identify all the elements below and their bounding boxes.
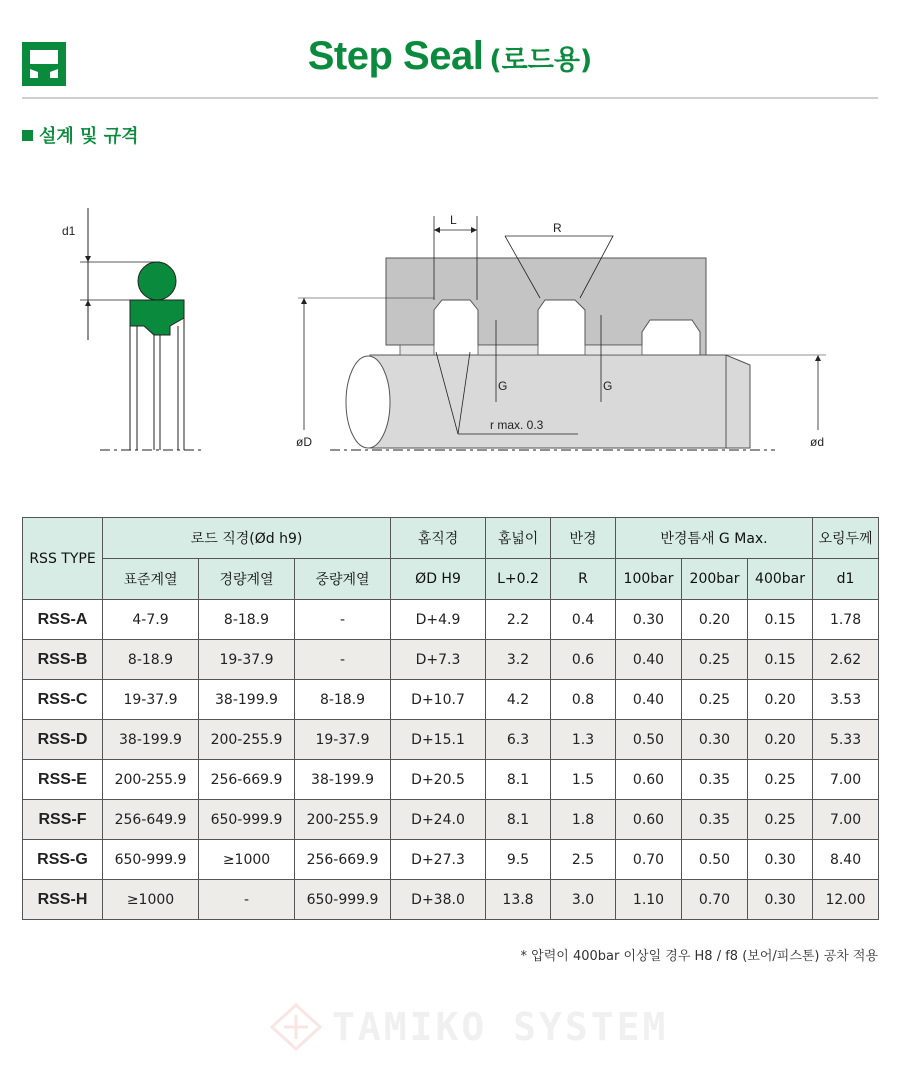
table-row xyxy=(23,680,879,720)
cell-radius: 2.5 xyxy=(551,840,616,880)
cell-std: 19-37.9 xyxy=(103,680,199,720)
cell-groove-dia: D+20.5 xyxy=(391,760,486,800)
cell-light: 8-18.9 xyxy=(199,600,295,640)
cell-gap-100: 0.30 xyxy=(616,600,682,640)
cell-std: 4-7.9 xyxy=(103,600,199,640)
R-label: R xyxy=(553,221,562,235)
cell-groove-width: 2.2 xyxy=(486,600,551,640)
subheader-radius: R xyxy=(551,559,616,600)
cell-std: 200-255.9 xyxy=(103,760,199,800)
cell-heavy: 256-669.9 xyxy=(295,840,391,880)
cell-d1: 5.33 xyxy=(813,720,879,760)
cell-std: 256-649.9 xyxy=(103,800,199,840)
header-rss-type: RSS TYPE xyxy=(23,518,103,600)
cell-groove-dia: D+7.3 xyxy=(391,640,486,680)
subheader-standard: 표준계열 xyxy=(103,559,199,600)
cell-light: ≥1000 xyxy=(199,840,295,880)
table-row xyxy=(23,800,879,840)
cell-light: - xyxy=(199,880,295,920)
cell-d1: 12.00 xyxy=(813,880,879,920)
cell-d1: 3.53 xyxy=(813,680,879,720)
table-row xyxy=(23,720,879,760)
cell-std: 650-999.9 xyxy=(103,840,199,880)
table-row xyxy=(23,840,879,880)
cell-type: RSS-A xyxy=(23,600,103,640)
cell-gap-400: 0.20 xyxy=(748,720,813,760)
header-radial-gap: 반경틈새 G Max. xyxy=(616,518,813,559)
table-row xyxy=(23,760,879,800)
section-heading-text: 설계 및 규격 xyxy=(39,126,139,147)
cell-heavy: 8-18.9 xyxy=(295,680,391,720)
cell-groove-dia: D+24.0 xyxy=(391,800,486,840)
cell-heavy: - xyxy=(295,600,391,640)
subheader-d1: d1 xyxy=(813,559,879,600)
cell-d1: 1.78 xyxy=(813,600,879,640)
page-title-sub: (로드용) xyxy=(489,45,593,76)
cell-heavy: 650-999.9 xyxy=(295,880,391,920)
cell-gap-100: 0.50 xyxy=(616,720,682,760)
cell-groove-width: 8.1 xyxy=(486,760,551,800)
phid-label: ød xyxy=(810,435,825,449)
cell-groove-width: 8.1 xyxy=(486,800,551,840)
bullet-square-icon xyxy=(22,130,33,141)
cell-radius: 3.0 xyxy=(551,880,616,920)
cell-radius: 1.8 xyxy=(551,800,616,840)
cell-gap-200: 0.25 xyxy=(682,680,748,720)
table-row xyxy=(23,880,879,920)
watermark xyxy=(270,1003,668,1051)
seal-section-view xyxy=(62,208,205,450)
cell-gap-400: 0.25 xyxy=(748,800,813,840)
section-heading xyxy=(22,122,138,148)
cell-gap-400: 0.25 xyxy=(748,760,813,800)
cell-groove-width: 4.2 xyxy=(486,680,551,720)
cell-gap-400: 0.15 xyxy=(748,600,813,640)
subheader-gap-200bar: 200bar xyxy=(682,559,748,600)
cell-type: RSS-H xyxy=(23,880,103,920)
cell-gap-200: 0.25 xyxy=(682,640,748,680)
cell-type: RSS-B xyxy=(23,640,103,680)
cell-gap-100: 1.10 xyxy=(616,880,682,920)
cell-gap-400: 0.15 xyxy=(748,640,813,680)
cell-radius: 0.4 xyxy=(551,600,616,640)
cell-radius: 1.3 xyxy=(551,720,616,760)
cell-gap-100: 0.60 xyxy=(616,760,682,800)
cell-std: 38-199.9 xyxy=(103,720,199,760)
cell-type: RSS-E xyxy=(23,760,103,800)
cell-groove-width: 3.2 xyxy=(486,640,551,680)
subheader-gap-100bar: 100bar xyxy=(616,559,682,600)
cell-gap-200: 0.20 xyxy=(682,600,748,640)
cell-heavy: 38-199.9 xyxy=(295,760,391,800)
phiD-label: øD xyxy=(296,435,312,449)
G-left-label: G xyxy=(498,379,508,393)
G-right-label: G xyxy=(603,379,613,393)
cell-gap-200: 0.35 xyxy=(682,760,748,800)
seal-drawing xyxy=(0,180,900,480)
tamiko-logo-icon xyxy=(270,1003,322,1051)
cell-d1: 2.62 xyxy=(813,640,879,680)
cell-gap-200: 0.50 xyxy=(682,840,748,880)
cell-light: 650-999.9 xyxy=(199,800,295,840)
cell-light: 200-255.9 xyxy=(199,720,295,760)
subheader-heavy: 중량계열 xyxy=(295,559,391,600)
cell-gap-100: 0.70 xyxy=(616,840,682,880)
page-title-main: Step Seal xyxy=(307,34,484,78)
cell-light: 19-37.9 xyxy=(199,640,295,680)
assembly-view xyxy=(296,213,826,450)
cell-type: RSS-C xyxy=(23,680,103,720)
subheader-gap-400bar: 400bar xyxy=(748,559,813,600)
header-groove-width: 홈넓이 xyxy=(486,518,551,559)
cell-heavy: 200-255.9 xyxy=(295,800,391,840)
page-title xyxy=(0,34,900,79)
cell-heavy: - xyxy=(295,640,391,680)
cell-groove-dia: D+38.0 xyxy=(391,880,486,920)
cell-std: 8-18.9 xyxy=(103,640,199,680)
cell-groove-width: 9.5 xyxy=(486,840,551,880)
cell-type: RSS-F xyxy=(23,800,103,840)
cell-gap-100: 0.40 xyxy=(616,640,682,680)
cell-gap-400: 0.30 xyxy=(748,840,813,880)
cell-light: 256-669.9 xyxy=(199,760,295,800)
subheader-groove-dia: ØD H9 xyxy=(391,559,486,600)
cell-groove-dia: D+15.1 xyxy=(391,720,486,760)
header-groove-diameter: 홈직경 xyxy=(391,518,486,559)
cell-heavy: 19-37.9 xyxy=(295,720,391,760)
cell-radius: 0.8 xyxy=(551,680,616,720)
header-radius: 반경 xyxy=(551,518,616,559)
cell-gap-200: 0.30 xyxy=(682,720,748,760)
footnote: * 압력이 400bar 이상일 경우 H8 / f8 (보어/피스톤) 공차 적용 xyxy=(520,949,878,964)
spec-table xyxy=(22,517,879,920)
cell-groove-dia: D+10.7 xyxy=(391,680,486,720)
table-row xyxy=(23,600,879,640)
cell-std: ≥1000 xyxy=(103,880,199,920)
cell-gap-400: 0.30 xyxy=(748,880,813,920)
cell-radius: 0.6 xyxy=(551,640,616,680)
cell-d1: 7.00 xyxy=(813,760,879,800)
title-divider xyxy=(22,97,878,99)
cell-groove-dia: D+27.3 xyxy=(391,840,486,880)
cell-light: 38-199.9 xyxy=(199,680,295,720)
cell-gap-100: 0.60 xyxy=(616,800,682,840)
cell-groove-width: 6.3 xyxy=(486,720,551,760)
watermark-text: TAMIKO SYSTEM xyxy=(332,1005,669,1049)
subheader-light: 경량계열 xyxy=(199,559,295,600)
cell-d1: 8.40 xyxy=(813,840,879,880)
header-oring-thickness: 오링두께 xyxy=(813,518,879,559)
cell-groove-dia: D+4.9 xyxy=(391,600,486,640)
cell-gap-200: 0.35 xyxy=(682,800,748,840)
table-row xyxy=(23,640,879,680)
cell-radius: 1.5 xyxy=(551,760,616,800)
L-label: L xyxy=(450,213,457,227)
header-rod-diameter: 로드 직경(Ød h9) xyxy=(103,518,391,559)
subheader-groove-width: L+0.2 xyxy=(486,559,551,600)
cell-gap-400: 0.20 xyxy=(748,680,813,720)
r-max-label: r max. 0.3 xyxy=(490,418,544,432)
d1-label: d1 xyxy=(62,224,76,238)
cell-type: RSS-G xyxy=(23,840,103,880)
cell-d1: 7.00 xyxy=(813,800,879,840)
cell-type: RSS-D xyxy=(23,720,103,760)
cell-groove-width: 13.8 xyxy=(486,880,551,920)
cell-gap-200: 0.70 xyxy=(682,880,748,920)
cell-gap-100: 0.40 xyxy=(616,680,682,720)
